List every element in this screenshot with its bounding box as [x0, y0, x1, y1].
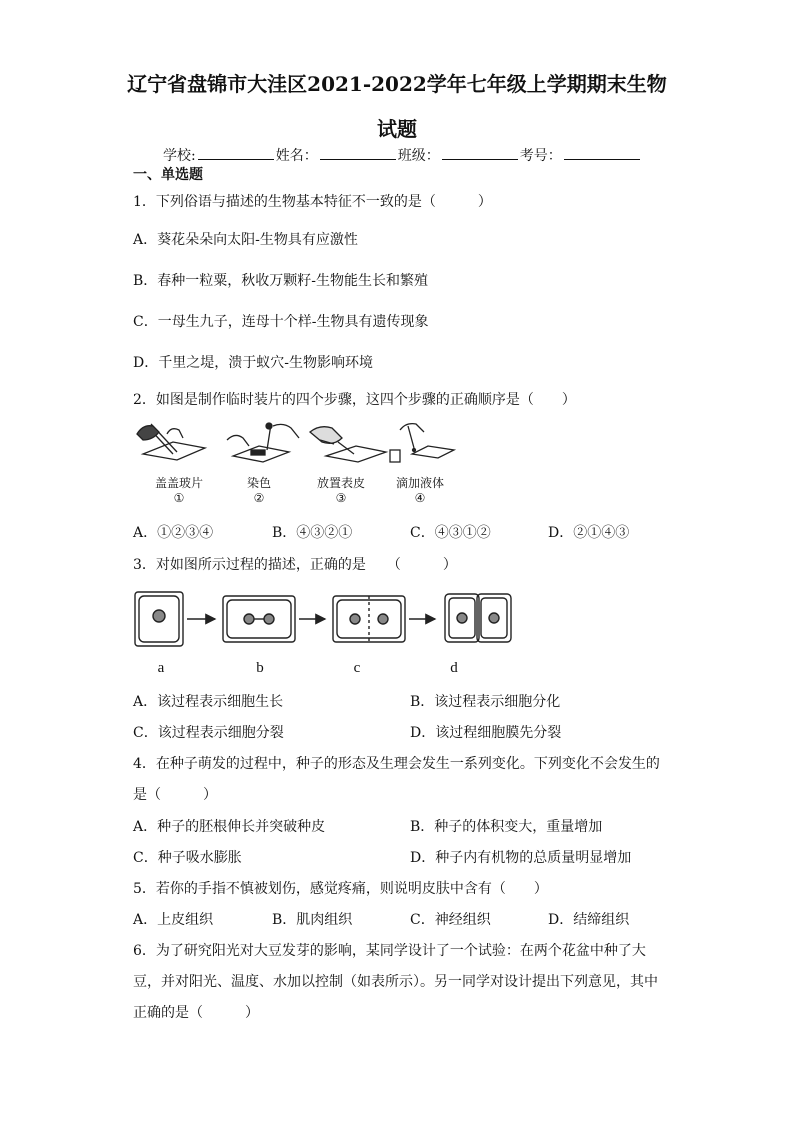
- step-number: ②: [253, 491, 265, 505]
- name-label: 姓名：: [275, 148, 318, 164]
- step-caption: 染色: [246, 476, 271, 490]
- school-field[interactable]: [198, 146, 274, 160]
- question-6-stem: 6．为了研究阳光对大豆发芽的影响，某同学设计了一个试验：在两个花盆中种了大: [133, 943, 646, 959]
- school-label: 学校:: [163, 148, 196, 164]
- student-info-line: [163, 146, 642, 165]
- question-5-stem: 5．若你的手指不慎被划伤，感觉疼痛，则说明皮肤中含有（ ）: [133, 881, 548, 897]
- cell-label: a: [157, 660, 165, 676]
- question-4-stem: 4．在种子萌发的过程中，种子的形态及生理会发生一系列变化。下列变化不会发生的: [133, 756, 660, 772]
- q1-option-d[interactable]: D．千里之堤，溃于蚁穴-生物影响环境: [133, 355, 373, 371]
- q1-option-b[interactable]: B．春种一粒粟，秋收万颗籽-生物能生长和繁殖: [133, 273, 429, 289]
- q5-option-d[interactable]: D．结缔组织: [548, 912, 630, 928]
- question-2-stem: 2．如图是制作临时装片的四个步骤，这四个步骤的正确顺序是（ ）: [133, 392, 576, 408]
- q5-option-a[interactable]: A．上皮组织: [133, 912, 214, 928]
- q5-option-b[interactable]: B．肌肉组织: [272, 912, 353, 928]
- q4-option-d[interactable]: D．种子内有机物的总质量明显增加: [410, 850, 632, 866]
- q4-option-c[interactable]: C．种子吸水膨胀: [133, 850, 242, 866]
- question-6-stem-cont: 豆，并对阳光、温度、水加以控制（如表所示）。另一同学对设计提出下列意见，其中: [133, 974, 658, 990]
- step-caption: 放置表皮: [316, 476, 365, 490]
- q5-option-c[interactable]: C．神经组织: [410, 912, 491, 928]
- page-title-line2: 试题: [377, 117, 417, 141]
- cell-label: c: [353, 660, 361, 676]
- slide-preparation-figure: [133, 420, 453, 470]
- q3-option-d[interactable]: D．该过程细胞膜先分裂: [410, 725, 562, 741]
- section-heading: 一、单选题: [133, 167, 203, 183]
- q3-option-a[interactable]: A．该过程表示细胞生长: [133, 694, 284, 710]
- step-add-liquid-drawing: [390, 424, 454, 462]
- class-field[interactable]: [442, 146, 518, 160]
- question-6-stem-cont2: 正确的是（ ）: [133, 1005, 259, 1021]
- q1-option-a[interactable]: A．葵花朵朵向太阳-生物具有应激性: [133, 232, 358, 248]
- question-1-stem: 1．下列俗语与描述的生物基本特征不一致的是（ ）: [133, 194, 492, 210]
- q1-option-c[interactable]: C．一母生九子，连母十个样-生物具有遗传现象: [133, 314, 429, 330]
- cell-b-drawing: [223, 596, 295, 642]
- step-caption: 滴加液体: [395, 476, 444, 490]
- step-number: ③: [335, 491, 347, 505]
- step-number: ④: [414, 491, 426, 505]
- cell-label: d: [450, 660, 458, 676]
- q4-option-b[interactable]: B．种子的体积变大，重量增加: [410, 819, 603, 835]
- step-cover-slip-drawing: [137, 424, 205, 460]
- step-stain-drawing: [227, 423, 299, 462]
- cell-label: b: [256, 660, 264, 676]
- step-number: ①: [173, 491, 185, 505]
- q4-option-a[interactable]: A．种子的胚根伸长并突破种皮: [133, 819, 326, 835]
- cell-division-figure: [133, 590, 493, 652]
- name-field[interactable]: [320, 146, 396, 160]
- cell-d-drawing: [445, 594, 511, 642]
- q2-option-b[interactable]: B．④③②①: [272, 525, 353, 541]
- q2-option-a[interactable]: A．①②③④: [133, 525, 214, 541]
- cell-a-drawing: [135, 592, 183, 646]
- number-label: 考号：: [519, 148, 562, 164]
- q2-option-d[interactable]: D．②①④③: [548, 525, 630, 541]
- cell-c-drawing: [333, 596, 405, 642]
- q3-option-b[interactable]: B．该过程表示细胞分化: [410, 694, 561, 710]
- question-4-stem-cont: 是（ ）: [133, 787, 217, 803]
- class-label: 班级：: [397, 148, 440, 164]
- page-title: 辽宁省盘锦市大洼区2021-2022学年七年级上学期期末生物: [127, 72, 667, 96]
- step-place-epidermis-drawing: [310, 427, 386, 462]
- q3-option-c[interactable]: C．该过程表示细胞分裂: [133, 725, 284, 741]
- number-field[interactable]: [564, 146, 640, 160]
- question-3-stem: 3．对如图所示过程的描述，正确的是 （ ）: [133, 557, 457, 573]
- step-caption: 盖盖玻片: [154, 476, 203, 490]
- q2-option-c[interactable]: C．④③①②: [410, 525, 491, 541]
